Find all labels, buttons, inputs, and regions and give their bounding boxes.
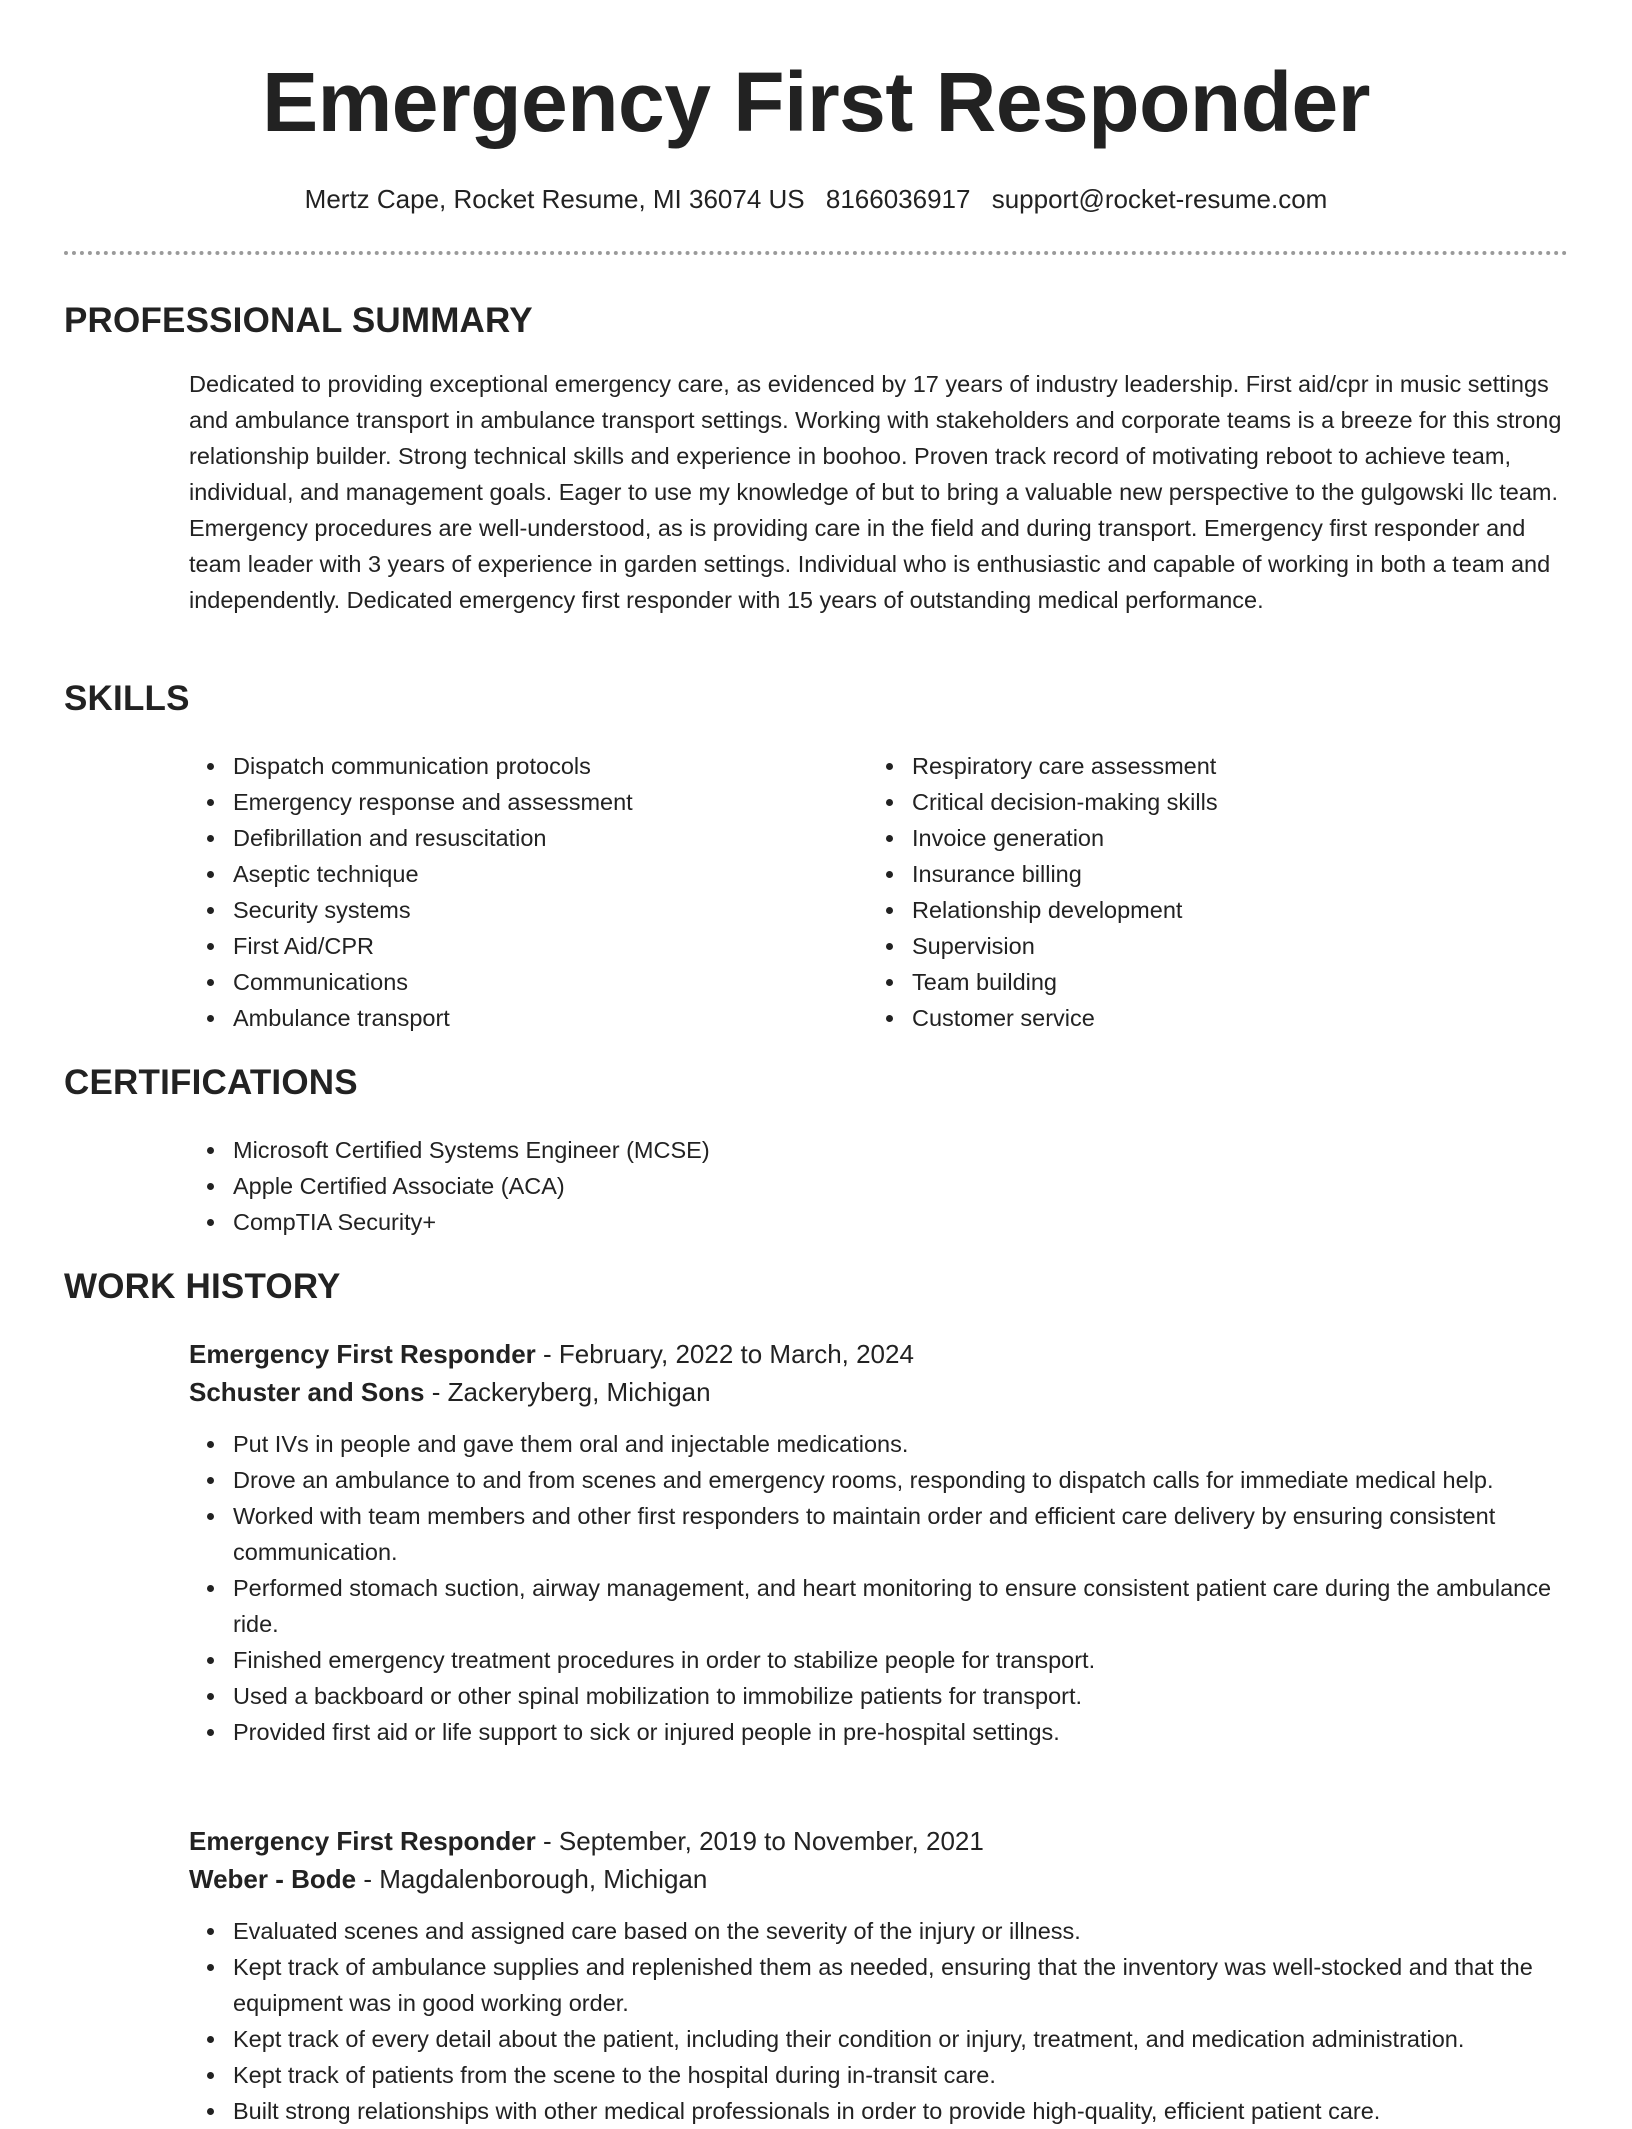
skills-column-left: [189, 748, 633, 1036]
summary-heading: PROFESSIONAL SUMMARY: [64, 301, 533, 340]
certification-item: Microsoft Certified Systems Engineer (MCSE): [233, 1132, 710, 1168]
certification-item: Apple Certified Associate (ACA): [233, 1168, 710, 1204]
job-location: - Zackeryberg, Michigan: [424, 1377, 711, 1407]
job-duty-item: Worked with team members and other first responders to maintain order and efficient care delivery by ensuring consistent communication.: [233, 1498, 1569, 1570]
job-duty-item: Kept track of ambulance supplies and replenished them as needed, ensuring that the inventory was well-stocked and that the equipment was in good working order.: [233, 1949, 1569, 2021]
job-company: Weber - Bode: [189, 1864, 357, 1894]
skill-item: Respiratory care assessment: [912, 748, 1218, 784]
job-duty-item: Performed stomach suction, airway management, and heart monitoring to ensure consistent patient care during the ambulance ride.: [233, 1570, 1569, 1642]
contact-phone: 8166036917: [825, 184, 971, 214]
skill-item: Emergency response and assessment: [233, 784, 633, 820]
job-duty-item: Kept track of patients from the scene to the hospital during in-transit care.: [233, 2057, 1569, 2093]
job-duty-item: Used a backboard or other spinal mobilization to immobilize patients for transport.: [233, 1678, 1569, 1714]
skill-item: Ambulance transport: [233, 1000, 633, 1036]
job-company: Schuster and Sons: [189, 1377, 425, 1407]
skill-item: Critical decision-making skills: [912, 784, 1218, 820]
job-duties-list: [189, 1426, 1569, 1750]
summary-text: Dedicated to providing exceptional emergency care, as evidenced by 17 years of industry leadership. First aid/cpr in music settings and ambulance transport in ambulance transport settings. Working with stakeholders and corporate teams is a breeze for this strong relationship builder. Strong technical skills and experience in boohoo. Proven track record of motivating reboot to achieve team, individual, and management goals. Eager to use my knowledge of but to bring a valuable new perspective to the gulgowski llc team. Emergency procedures are well-understood, as is providing care in the field and during transport. Emergency first responder and team leader with 3 years of experience in garden settings. Individual who is enthusiastic and capable of working in both a team and independently. Dedicated emergency first responder with 15 years of outstanding medical performance.: [189, 371, 1562, 613]
skills-list-right: [868, 748, 1218, 1036]
job-duty-item: Finished emergency treatment procedures in order to stabilize people for transport.: [233, 1642, 1569, 1678]
skill-item: Communications: [233, 964, 633, 1000]
job-entry: [189, 1335, 1569, 1750]
certifications-heading: CERTIFICATIONS: [64, 1063, 358, 1102]
skills-list-left: [189, 748, 633, 1036]
job-duty-item: Evaluated scenes and assigned care based on the severity of the injury or illness.: [233, 1913, 1569, 1949]
skill-item: First Aid/CPR: [233, 928, 633, 964]
skill-item: Defibrillation and resuscitation: [233, 820, 633, 856]
skill-item: Relationship development: [912, 892, 1218, 928]
skill-item: Insurance billing: [912, 856, 1218, 892]
contact-line: [0, 179, 1632, 219]
job-location: - Magdalenborough, Michigan: [356, 1864, 708, 1894]
job-duty-item: Built strong relationships with other medical professionals in order to provide high-quality, efficient patient care.: [233, 2093, 1569, 2129]
job-duties-list: [189, 1913, 1569, 2129]
job-company-line: [189, 1860, 1569, 1898]
job-entry: [189, 1822, 1569, 2129]
skill-item: Team building: [912, 964, 1218, 1000]
contact-address: Mertz Cape, Rocket Resume, MI 36074 US: [304, 184, 805, 214]
job-duty-item: Kept track of every detail about the patient, including their condition or injury, treatment, and medication administration.: [233, 2021, 1569, 2057]
job-title-line: [189, 1335, 1569, 1373]
job-dates: - February, 2022 to March, 2024: [535, 1339, 914, 1369]
job-duty-item: Provided first aid or life support to sick or injured people in pre-hospital settings.: [233, 1714, 1569, 1750]
skill-item: Invoice generation: [912, 820, 1218, 856]
resume-title: Emergency First Responder: [262, 55, 1370, 149]
skills-column-right: [868, 748, 1218, 1036]
skill-item: Customer service: [912, 1000, 1218, 1036]
job-company-line: [189, 1373, 1569, 1411]
job-duty-item: Drove an ambulance to and from scenes and emergency rooms, responding to dispatch calls for immediate medical help.: [233, 1462, 1569, 1498]
skill-item: Security systems: [233, 892, 633, 928]
skill-item: Dispatch communication protocols: [233, 748, 633, 784]
certifications-list: [189, 1132, 710, 1240]
job-duty-item: Put IVs in people and gave them oral and injectable medications.: [233, 1426, 1569, 1462]
contact-email: support@rocket-resume.com: [991, 184, 1328, 214]
certification-item: CompTIA Security+: [233, 1204, 710, 1240]
certifications-block: [189, 1132, 710, 1240]
job-title: Emergency First Responder: [189, 1339, 536, 1369]
work-history-heading: WORK HISTORY: [64, 1267, 341, 1306]
skill-item: Supervision: [912, 928, 1218, 964]
header-divider: [64, 251, 1568, 255]
job-title-line: [189, 1822, 1569, 1860]
skills-heading: SKILLS: [64, 679, 190, 718]
skill-item: Aseptic technique: [233, 856, 633, 892]
job-dates: - September, 2019 to November, 2021: [535, 1826, 984, 1856]
job-title: Emergency First Responder: [189, 1826, 536, 1856]
